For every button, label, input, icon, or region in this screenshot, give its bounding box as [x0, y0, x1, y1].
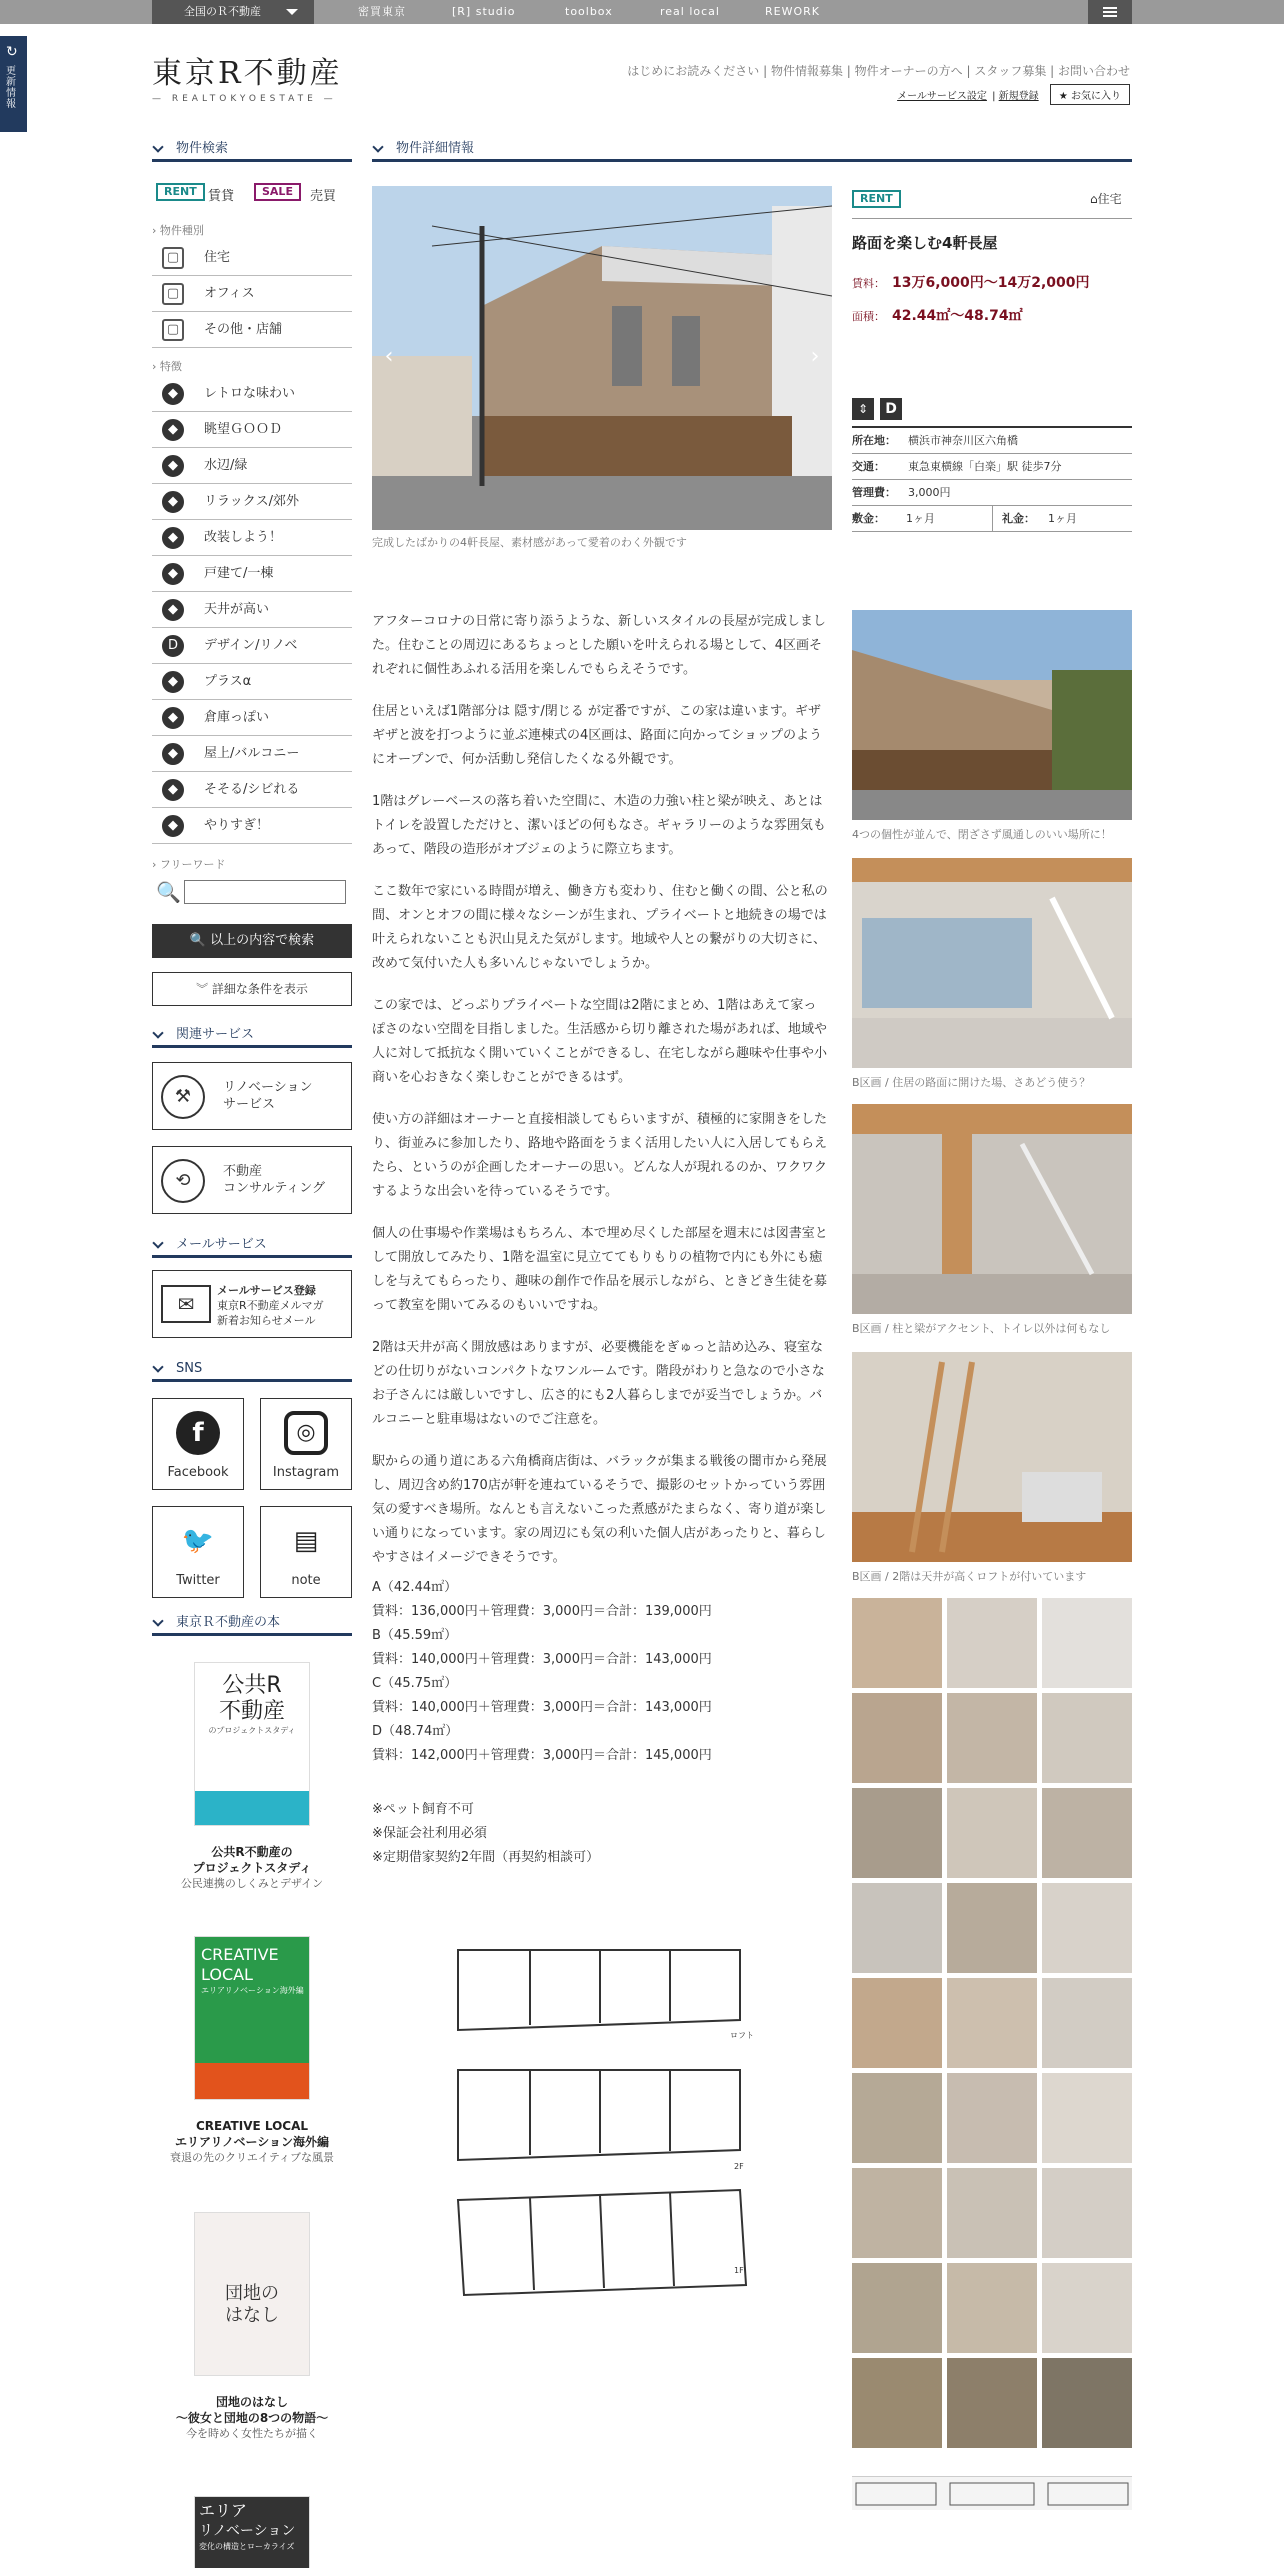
photo-thumbnail[interactable] — [1042, 1788, 1132, 1878]
freeword-input[interactable] — [184, 880, 346, 904]
next-photo-arrow[interactable]: › — [810, 344, 820, 369]
main-photo-caption: 完成したばかりの4軒長屋、素材感があって愛着のわく外観です — [372, 536, 687, 549]
rent-line: B（45.59㎡） — [372, 1628, 458, 1643]
rent-line: 賃料：136,000円＋管理費：3,000円＝合計：139,000円 — [372, 1604, 712, 1619]
plus-icon: ◆ — [162, 671, 184, 693]
photo-thumbnail[interactable] — [947, 1598, 1037, 1688]
ceiling-icon: ⇕ — [852, 398, 874, 420]
feature-label: 改装しよう！ — [204, 530, 283, 545]
header-links[interactable]: はじめにお読みください | 物件情報募集 | 物件オーナーの方へ | スタッフ募集 | お問い合わせ — [627, 64, 1130, 78]
feature-label: レトロな味わい — [204, 386, 296, 401]
instagram-button[interactable] — [260, 1398, 352, 1490]
chevron-icon — [152, 1237, 163, 1248]
prev-photo-arrow[interactable]: ‹ — [384, 344, 394, 369]
ceiling-icon: ◆ — [162, 599, 184, 621]
menu-icon[interactable] — [1088, 0, 1132, 24]
feature-label: やりすぎ！ — [204, 818, 270, 833]
type-item[interactable] — [152, 240, 352, 276]
feature-item[interactable] — [152, 808, 352, 844]
mail-setting-link[interactable]: メールサービス設定 — [897, 91, 987, 102]
photo-caption: B区画 / 柱と梁がアクセント、トイレ以外は何もなし — [852, 1322, 1111, 1335]
section-title: メールサービス — [176, 1237, 267, 1252]
rent-line: 賃料：140,000円＋管理費：3,000円＝合計：143,000円 — [372, 1700, 712, 1715]
spark-icon: ◆ — [162, 779, 184, 801]
rent-breakdown — [372, 1576, 828, 1768]
feature-item[interactable] — [152, 412, 352, 448]
feature-label: 屋上/バルコニー — [204, 746, 300, 761]
description-paragraph: 住居といえば1階部分は 隠す/閉じる が定番ですが、この家は違います。ギザギザと波を打つように並ぶ連棟式の4区画は、路面に向かってショップのようにオープンで、何か活動し発信したくなる外観です。 — [372, 704, 823, 767]
photo-item[interactable] — [852, 858, 1132, 1068]
book-title: エリアリノベーション海外編 — [174, 2135, 330, 2149]
section-title: 物件詳細情報 — [396, 141, 475, 156]
feature-label: › 特徴 — [152, 360, 182, 373]
mail-line: 東京R不動産メルマガ — [217, 1299, 324, 1312]
type-label: その他・店舗 — [204, 322, 283, 337]
top-link-rstudio[interactable]: [R] studio — [452, 5, 516, 18]
section-title: 東京Ｒ不動産の本 — [176, 1615, 281, 1630]
access-row: 交通： 東急東横線「白楽」駅 徒歩7分 — [852, 454, 1132, 480]
mail-service-button[interactable] — [152, 1270, 352, 1338]
feature-item[interactable] — [152, 628, 352, 664]
feature-item[interactable] — [152, 736, 352, 772]
house-icon: ⌂ — [1090, 192, 1098, 206]
photo-thumbnail[interactable] — [1042, 2073, 1132, 2163]
consulting-icon: ⟲ — [161, 1159, 205, 1203]
facebook-button[interactable] — [152, 1398, 244, 1490]
description-paragraph: ここ数年で家にいる時間が増え、働き方も変わり、住むと働くの間、公と私の間、オンとオフの間に様々なシーンが生まれ、プライベートと地続きの場では叶えられないことも沢山見えた気がします。地域や人との繋がりの大切さに、改めて気付いた人も多いんじゃないでしょうか。 — [372, 884, 828, 971]
photo-caption: B区画 / 2階は天井が高くロフトが付いています — [852, 1570, 1087, 1583]
photo-thumbnail[interactable] — [852, 1883, 942, 1973]
description-paragraph: 駅からの通り道にある六角橋商店街は、バラックが集まる戦後の闇市から発展し、周辺含め約170店が軒を連ねているそうで、撮影のセットかっていう雰囲気の愛すべき場所。なんとも言えないこった煮感がたまらなく、寄り道が楽しい通りになっています。家の周辺にも気の利いた個人店があったりと、暮らしやすさはイメージできそうです。 — [372, 1454, 827, 1565]
rent-label: 賃料： — [852, 277, 885, 290]
sns-label: Facebook — [167, 1465, 229, 1480]
photo-item[interactable] — [852, 1104, 1132, 1314]
top-bar — [0, 0, 1284, 24]
service-label: 不動産 — [223, 1164, 263, 1179]
chevron-icon — [152, 1615, 163, 1626]
photo-thumbnail[interactable] — [852, 2168, 942, 2258]
floor-label: 1F — [734, 2266, 744, 2275]
rent-badge[interactable]: RENT — [156, 183, 205, 201]
chevron-icon — [152, 141, 163, 152]
section-related — [152, 1026, 352, 1048]
building-icon: ▢ — [162, 283, 184, 305]
photo-thumbnail[interactable] — [947, 2168, 1037, 2258]
description-paragraph: アフターコロナの日常に寄り添うような、新しいスタイルの長屋が完成しました。住むことの周辺にあるちょっとした願いを叶えられる場として、4区画それぞれに個性あふれる活用を楽しんでもらえそうです。 — [372, 614, 826, 677]
book-cover: エリア リノベーション 変化の構造とローカライズ — [194, 2496, 310, 2568]
main-photo[interactable] — [372, 186, 832, 530]
mail-line: 新着お知らせメール — [217, 1314, 316, 1327]
chevron-icon — [152, 1027, 163, 1038]
type-label: オフィス — [204, 286, 255, 301]
rent-line: C（45.75㎡） — [372, 1676, 458, 1691]
book-cover: 団地の はなし — [194, 2212, 310, 2376]
water-icon: ◆ — [162, 455, 184, 477]
too-much-icon: ◆ — [162, 815, 184, 837]
fee-row: 管理費： 3,000円 — [852, 480, 1132, 506]
feature-label: 天井が高い — [204, 602, 270, 617]
top-link-reallocal[interactable]: real local — [660, 5, 720, 18]
photo-thumbnail[interactable] — [947, 1788, 1037, 1878]
photo-thumbnail[interactable] — [947, 2263, 1037, 2353]
renovation-icon: ⚒ — [161, 1075, 205, 1119]
type-item[interactable] — [152, 276, 352, 312]
note-line: ※保証会社利用必須 — [372, 1826, 487, 1841]
design-icon: D — [162, 635, 184, 657]
updates-tab[interactable] — [0, 36, 27, 132]
photo-thumbnail[interactable] — [852, 1788, 942, 1878]
photo-thumbnail[interactable] — [1042, 1693, 1132, 1783]
house-icon: ▢ — [162, 247, 184, 269]
rooftop-icon: ◆ — [162, 743, 184, 765]
book-item[interactable] — [152, 2496, 352, 2568]
feature-label: 戸建て/一棟 — [204, 566, 274, 581]
photo-thumbnail[interactable] — [947, 1978, 1037, 2068]
book-cover: 公共R 不動産 のプロジェクトスタディ — [194, 1662, 310, 1826]
book-title: CREATIVE LOCAL — [195, 2119, 309, 2133]
book-item[interactable] — [152, 1936, 352, 2165]
sns-label: note — [291, 1573, 321, 1588]
photo-caption: B区画 / 住居の路面に開けた場、さあどう使う？ — [852, 1076, 1091, 1089]
floor-plan[interactable] — [450, 1940, 756, 2310]
favorites-button[interactable]: ★ お気に入り — [1050, 84, 1130, 105]
deposit-row: 敷金： 1ヶ月 礼金： 1ヶ月 — [852, 506, 1132, 532]
feature-label: 倉庫っぽい — [204, 710, 270, 725]
feature-label: そそる/シビれる — [204, 782, 300, 797]
tool-icon: ◆ — [162, 527, 184, 549]
chevron-icon — [152, 1361, 163, 1372]
description-paragraph: この家では、どっぷりプライベートな空間は2階にまとめ、1階はあえて家っぽさのない空間を目指しました。生活感から切り離された場があれば、地域や人に対して抵抗なく開いていくことができるし、在宅しながら趣味や仕事や小商いを心おきなく楽しむことができるはず。 — [372, 998, 828, 1085]
description-paragraph: 使い方の詳細はオーナーと直接相談してもらいますが、積極的に家開きをしたり、街並みに参加したり、路地や路面をうまく活用したい人に入居してもらえたら、というのが企画したオーナーの思い。どんな人が現れるのか、ワクワクするような出会いを待っているそうです。 — [372, 1112, 828, 1199]
feature-item[interactable] — [152, 520, 352, 556]
feature-label: リラックス/郊外 — [204, 494, 299, 509]
floor-label: ロフト — [730, 2031, 754, 2040]
detached-icon: ◆ — [162, 563, 184, 585]
book-item[interactable] — [152, 2212, 352, 2441]
floor-plan-thumbnail[interactable] — [852, 2476, 1132, 2510]
photo-thumbnail[interactable] — [1042, 2168, 1132, 2258]
feature-item[interactable] — [152, 448, 352, 484]
rent-line: 賃料：142,000円＋管理費：3,000円＝合計：145,000円 — [372, 1748, 712, 1763]
floor-plan-drawing — [450, 1940, 756, 2310]
rent-line: D（48.74㎡） — [372, 1724, 459, 1739]
photo-item[interactable] — [852, 1352, 1132, 1562]
book-item[interactable] — [152, 1662, 352, 1891]
twitter-icon: 🐦 — [176, 1519, 220, 1563]
detail-conditions-button[interactable]: ︾ 詳細な条件を表示 — [152, 972, 352, 1006]
eye-icon: ◆ — [162, 419, 184, 441]
feature-item[interactable] — [152, 700, 352, 736]
photo-thumbnail[interactable] — [852, 1598, 942, 1688]
description — [372, 610, 828, 1588]
note-line: ※定期借家契約2年間（再契約相談可） — [372, 1850, 600, 1865]
type-label: › 物件種別 — [152, 224, 204, 237]
section-title: SNS — [176, 1361, 203, 1376]
book-subtitle: 今を時めく女性たちが描く — [186, 2427, 318, 2440]
rent-text[interactable]: 賃貸 — [208, 189, 235, 204]
photo-thumbnail[interactable] — [852, 1978, 942, 2068]
retro-icon: ◆ — [162, 383, 184, 405]
chevron-icon — [372, 141, 383, 152]
book-subtitle: 公民連携のしくみとデザイン — [180, 1877, 324, 1890]
header-sublinks: メールサービス設定 | 新規登録 ★ お気に入り — [760, 84, 1130, 105]
refresh-icon: ↻ — [6, 44, 18, 60]
photo-thumbnail[interactable] — [852, 2358, 942, 2448]
section-title: 物件検索 — [176, 141, 229, 156]
photo-thumbnail[interactable] — [852, 1693, 942, 1783]
photo-thumbnail[interactable] — [852, 2073, 942, 2163]
book-subtitle: 衰退の先のクリエイティブな風景 — [170, 2151, 334, 2164]
photo-thumbnail[interactable] — [1042, 2358, 1132, 2448]
feature-item[interactable] — [152, 664, 352, 700]
rent-badge: RENT — [852, 190, 901, 208]
feature-item[interactable] — [152, 556, 352, 592]
shop-icon: ▢ — [162, 319, 184, 341]
rent-value: 13万6,000円～14万2,000円 — [892, 275, 1090, 291]
property-title: 路面を楽しむ4軒長屋 — [852, 234, 998, 252]
note-icon: ▤ — [284, 1519, 328, 1563]
section-search — [152, 140, 352, 162]
rent-line: A（42.44㎡） — [372, 1580, 458, 1595]
chevron-down-icon — [286, 9, 298, 15]
sale-badge[interactable]: SALE — [254, 183, 301, 201]
notes — [372, 1798, 828, 1870]
book-title: 団地のはなし — [215, 2395, 288, 2409]
feature-item[interactable] — [152, 772, 352, 808]
service-label: リノベーション — [223, 1080, 313, 1095]
logo-main: 東京R不動産 — [152, 56, 343, 91]
design-icon: D — [880, 398, 902, 420]
photo-thumbnail[interactable] — [947, 1693, 1037, 1783]
consulting-service-button[interactable] — [152, 1146, 352, 1214]
top-link-toolbox[interactable]: toolbox — [565, 5, 613, 18]
updates-tab-label: 更新情報 — [6, 66, 16, 110]
book-title: 〜彼女と団地の8つの物語〜 — [175, 2411, 329, 2425]
note-button[interactable] — [260, 1506, 352, 1598]
description-paragraph: 1階はグレーベースの落ち着いた空間に、木造の力強い柱と梁が映え、あとはトイレを設置しただけと、潔いほどの何もなさ。ギャラリーのような雰囲気もあって、階段の造形がオブジェのように際立ちます。 — [372, 794, 826, 857]
sns-label: Twitter — [176, 1573, 220, 1588]
mail-icon: ✉ — [161, 1285, 211, 1323]
section-title: 関連サービス — [176, 1027, 255, 1042]
instagram-icon: ◎ — [284, 1411, 328, 1455]
feature-label: デザイン/リノベ — [204, 638, 298, 653]
service-label: サービス — [223, 1097, 276, 1112]
photo-thumbnail[interactable] — [1042, 2263, 1132, 2353]
region-selector[interactable] — [152, 0, 314, 24]
section-mail — [152, 1236, 352, 1258]
photo-thumbnail[interactable] — [852, 2263, 942, 2353]
logo-sub: — REALTOKYOESTATE — — [152, 94, 337, 104]
book-title: 公共R不動産の — [211, 1845, 293, 1859]
warehouse-icon: ◆ — [162, 707, 184, 729]
photo-thumbnail[interactable] — [947, 1883, 1037, 1973]
photo-thumbnail[interactable] — [1042, 1883, 1132, 1973]
top-link-rework[interactable]: REWORK — [765, 5, 820, 18]
feature-item[interactable] — [152, 484, 352, 520]
category: ⌂住宅 — [1090, 192, 1122, 206]
search-button[interactable]: 🔍 以上の内容で検索 — [152, 924, 352, 958]
site-logo[interactable] — [152, 58, 362, 104]
relax-icon: ◆ — [162, 491, 184, 513]
search-icon: 🔍 — [156, 880, 181, 904]
photo-thumbnail[interactable] — [947, 2358, 1037, 2448]
note-line: ※ペット飼育不可 — [372, 1802, 474, 1817]
section-books — [152, 1614, 352, 1636]
photo-item[interactable] — [852, 610, 1132, 820]
sale-text[interactable]: 売買 — [310, 189, 337, 204]
photo-caption: 4つの個性が並んで、閉ざさず風通しのいい場所に！ — [852, 828, 1112, 841]
address-row: 所在地： 横浜市神奈川区六角橋 — [852, 428, 1132, 454]
rent-line: 賃料：140,000円＋管理費：3,000円＝合計：143,000円 — [372, 1652, 712, 1667]
feature-label: 眺望ＧＯＯＤ — [204, 422, 283, 437]
type-label: 住宅 — [204, 250, 231, 265]
section-property-detail — [372, 140, 1132, 162]
divider — [852, 218, 1132, 219]
feature-item[interactable] — [152, 376, 352, 412]
description-paragraph: 2階は天井が高く開放感はありますが、必要機能をぎゅっと詰め込み、寝室などの仕切りがないコンパクトなワンルームです。階段がわりと急なので小さなお子さんには厳しいですし、広さ的にも2人暮らしまでが妥当でしょうか。バルコニーと駐車場はないのでご注意を。 — [372, 1340, 825, 1427]
type-item[interactable] — [152, 312, 352, 348]
photo-thumbnail[interactable] — [1042, 1978, 1132, 2068]
freeword-search — [152, 876, 352, 906]
top-link-mitsubai[interactable]: 密買東京 — [358, 5, 406, 18]
feature-label: プラスα — [204, 674, 252, 689]
freeword-label: › フリーワード — [152, 858, 226, 871]
facebook-icon: f — [176, 1411, 220, 1455]
region-label: 全国のＲ不動産 — [184, 5, 261, 18]
description-paragraph: 個人の仕事場や作業場はもちろん、本で埋め尽くした部屋を週末には図書室として開放してみたり、1階を温室に見立ててもりもりの植物で内にも外にも癒しを与えてもらったり、趣味の創作で作品を展示しながら、ときどき生徒を募って教室を開いてみるのもいいですね。 — [372, 1226, 828, 1313]
feature-item[interactable] — [152, 592, 352, 628]
book-cover: CREATIVE LOCAL エリアリノベーション海外編 — [194, 1936, 310, 2100]
area-value: 42.44㎡～48.74㎡ — [892, 308, 1023, 324]
area-label: 面積： — [852, 310, 885, 323]
book-title: プロジェクトスタディ — [192, 1861, 312, 1875]
sns-label: Instagram — [272, 1465, 340, 1480]
service-label: コンサルティング — [223, 1181, 326, 1196]
photo-thumbnail[interactable] — [947, 2073, 1037, 2163]
photo-thumbnail[interactable] — [1042, 1598, 1132, 1688]
mail-line: メールサービス登録 — [217, 1284, 316, 1297]
floor-label: 2F — [734, 2162, 744, 2171]
twitter-button[interactable] — [152, 1506, 244, 1598]
section-sns — [152, 1360, 352, 1382]
building-photo — [372, 186, 832, 530]
renovation-service-button[interactable] — [152, 1062, 352, 1130]
feature-label: 水辺/緑 — [204, 458, 248, 473]
register-link[interactable]: 新規登録 — [998, 91, 1039, 102]
